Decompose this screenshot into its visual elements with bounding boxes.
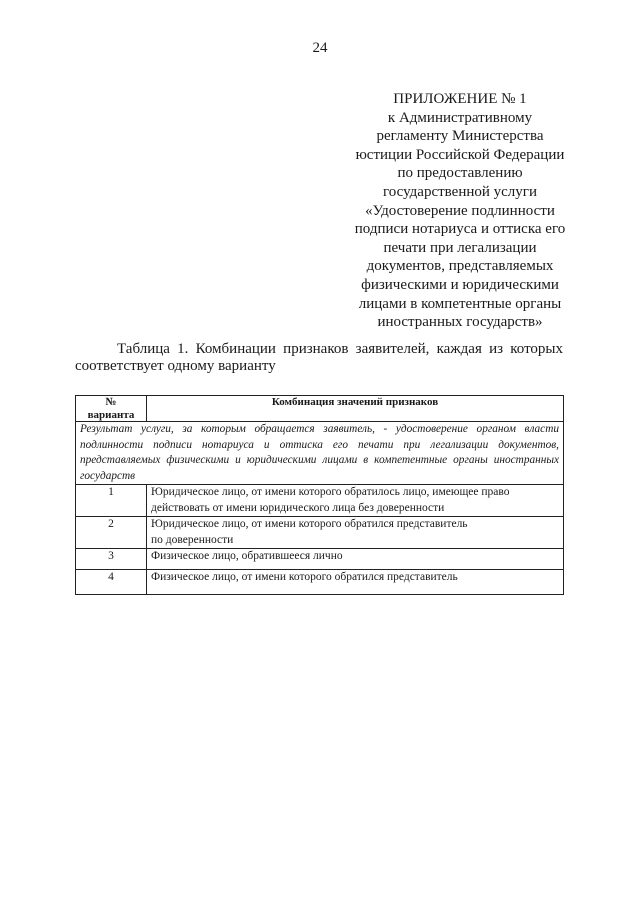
variant-description <box>147 549 564 570</box>
result-cell: Результат услуги, за которым обращается заявитель, - удостоверение органом власти подлинности подписи нотариуса и оттиска его печати при легализации документов, представляемых физическими и юридическими лицами в компетентные органы иностранных государств <box>76 422 564 485</box>
variant-description <box>147 570 564 595</box>
header-combination: Комбинация значений признаков <box>147 396 564 422</box>
appendix-line: по предоставлению <box>397 165 523 182</box>
appendix-header <box>330 90 590 332</box>
variant-number: 2 <box>76 517 147 549</box>
table-row <box>76 485 564 517</box>
appendix-line: к Административному <box>387 109 533 126</box>
table-caption: Таблица 1. Комбинации признаков заявителей, каждая из которых соответствует одному варианту <box>75 341 563 374</box>
variant-description-line: действовать от имени юридического лица без доверенности <box>151 501 445 514</box>
variant-description-line: Физическое лицо, обратившееся лично <box>151 550 343 562</box>
table-row <box>76 549 564 570</box>
appendix-line: регламенту Министерства <box>376 128 544 145</box>
table-header-row <box>76 396 564 422</box>
appendix-line: лицами в компетентные органы <box>358 295 562 312</box>
variant-number: 1 <box>76 485 147 517</box>
appendix-line: юстиции Российской Федерации <box>355 146 565 163</box>
appendix-line: подписи нотариуса и оттиска его <box>354 221 566 238</box>
applicant-variants-table <box>75 395 564 595</box>
table-row <box>76 517 564 549</box>
appendix-line: физическими и юридическими <box>361 276 559 293</box>
appendix-line: документов, представляемых <box>366 258 554 275</box>
page-number: 24 <box>312 40 328 56</box>
variant-number: 4 <box>76 570 147 595</box>
header-variant-number <box>76 396 147 422</box>
variant-description-line: по доверенности <box>151 533 234 546</box>
appendix-line: государственной услуги <box>383 183 537 200</box>
result-row <box>76 422 564 485</box>
appendix-title: ПРИЛОЖЕНИЕ № 1 <box>393 91 527 107</box>
variant-number: 3 <box>76 549 147 570</box>
appendix-line: иностранных государств» <box>377 314 543 331</box>
appendix-line: печати при легализации <box>383 239 537 256</box>
variant-description-line: Юридическое лицо, от имени которого обратилось лицо, имеющее право <box>151 486 510 498</box>
variant-description <box>147 517 564 549</box>
header-num-symbol: № <box>105 396 117 408</box>
variant-description-line: Физическое лицо, от имени которого обратился представитель <box>151 571 458 583</box>
appendix-line: «Удостоверение подлинности <box>365 202 555 219</box>
variant-description-line: Юридическое лицо, от имени которого обратился представитель <box>151 518 468 530</box>
variant-description <box>147 485 564 517</box>
table-row <box>76 570 564 595</box>
header-num-label: варианта <box>87 408 135 421</box>
